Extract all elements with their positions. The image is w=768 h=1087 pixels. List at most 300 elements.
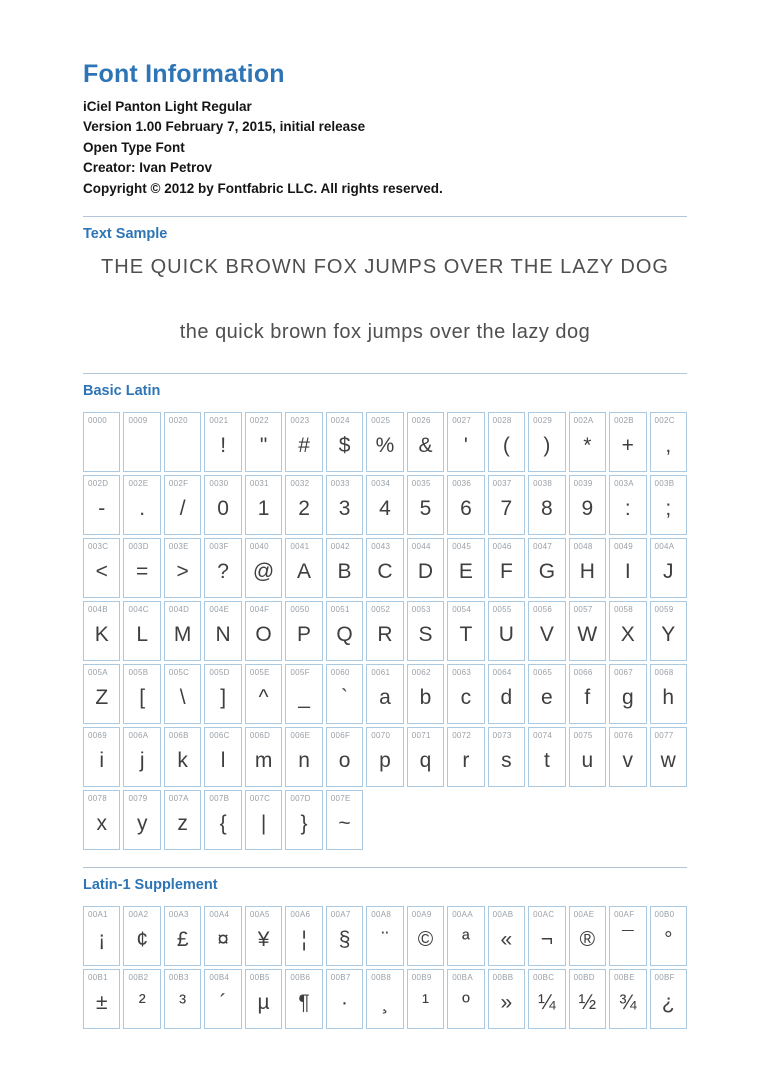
char-glyph: ª [462,928,470,952]
char-cell [650,969,687,1029]
char-code-label: 0074 [533,731,553,741]
char-glyph: e [541,686,553,710]
char-code-label: 00AB [492,910,514,920]
char-code-label: 004C [128,605,149,615]
char-code-label: 00B2 [128,973,149,983]
char-glyph: K [94,623,109,647]
char-code-label: 0067 [614,668,634,678]
char-cell [488,969,525,1029]
char-code-label: 0046 [492,542,512,552]
char-code-label: 004B [88,605,108,615]
char-code-label: 002F [168,479,189,489]
char-cell [83,601,120,661]
char-code-label: 00A4 [209,910,230,920]
latin1-supplement-grid [83,906,687,1029]
char-glyph: y [136,812,148,836]
char-glyph: ' [463,434,468,458]
char-glyph: ( [502,434,510,458]
char-glyph: T [459,623,473,647]
char-cell [407,475,444,535]
char-cell [204,412,241,472]
char-glyph: M [173,623,192,647]
char-glyph: ¹ [421,991,429,1015]
char-glyph: r [462,749,470,773]
char-cell [650,727,687,787]
char-code-label: 00B5 [249,973,270,983]
char-cell [407,906,444,966]
char-cell [488,475,525,535]
char-cell [164,601,201,661]
char-code-label: 0048 [573,542,593,552]
char-cell [650,475,687,535]
char-code-label: 0041 [290,542,310,552]
char-code-label: 0075 [573,731,593,741]
char-cell [285,412,322,472]
char-code-label: 0059 [654,605,674,615]
char-code-label: 0033 [330,479,350,489]
char-glyph: v [622,749,634,773]
char-glyph: « [500,928,513,952]
char-code-label: 00BB [492,973,514,983]
char-cell [569,969,606,1029]
char-code-label: 005B [128,668,149,678]
char-code-label: 003F [209,542,229,552]
char-cell [285,601,322,661]
char-glyph: ® [579,928,596,952]
char-code-label: 0054 [452,605,472,615]
char-cell [609,906,646,966]
char-cell [164,664,201,724]
char-glyph: } [300,812,308,836]
char-cell [407,969,444,1029]
char-cell [123,727,160,787]
char-glyph: Q [336,623,353,647]
char-cell [83,538,120,598]
char-cell [83,790,120,850]
char-glyph: w [660,749,676,773]
char-cell [447,538,484,598]
char-glyph: i [99,749,105,773]
char-code-label: 0052 [371,605,391,615]
char-glyph: - [98,497,106,521]
char-glyph: z [177,812,188,836]
char-glyph: ¸ [381,991,389,1015]
char-cell [285,790,322,850]
char-glyph: ` [341,686,349,710]
char-glyph: L [136,623,149,647]
char-cell [83,969,120,1029]
char-code-label: 0038 [533,479,553,489]
char-cell [83,906,120,966]
char-code-label: 00BD [573,973,595,983]
char-glyph: d [500,686,513,710]
char-cell [326,538,363,598]
char-cell [528,538,565,598]
char-cell [245,475,282,535]
char-glyph: 0 [217,497,229,521]
creator-line: Creator: Ivan Petrov [83,160,213,176]
char-code-label: 00B9 [411,973,432,983]
char-cell [245,727,282,787]
char-code-label: 0043 [371,542,391,552]
char-cell [366,664,403,724]
char-glyph: o [338,749,351,773]
char-glyph: ¤ [217,928,229,952]
char-glyph [165,425,200,471]
char-cell [164,906,201,966]
char-glyph: 2 [298,497,310,521]
char-code-label: 0057 [573,605,593,615]
char-code-label: 0044 [411,542,431,552]
char-glyph: G [538,560,556,584]
char-code-label: 0049 [614,542,634,552]
char-code-label: 0051 [330,605,350,615]
char-cell [650,664,687,724]
sample-lowercase: the quick brown fox jumps over the lazy dog [179,321,591,344]
section-divider [83,867,687,868]
char-glyph [84,425,119,471]
char-glyph: ^ [258,686,269,710]
char-code-label: 0040 [249,542,269,552]
char-code-label: 0073 [492,731,512,741]
char-code-label: 00BE [614,973,635,983]
char-code-label: 0062 [411,668,431,678]
char-glyph [124,425,159,471]
char-cell [488,412,525,472]
char-code-label: 00BF [654,973,675,983]
char-glyph: ² [138,991,146,1015]
char-code-label: 0060 [330,668,350,678]
char-glyph: . [139,497,146,521]
char-glyph: > [176,560,189,584]
char-code-label: 00BA [452,973,473,983]
char-glyph: ¯ [621,928,634,952]
char-code-label: 00B1 [88,973,108,983]
char-glyph: ³ [179,991,187,1015]
font-type-line: Open Type Font [83,139,185,155]
char-glyph: 4 [379,497,391,521]
char-glyph: W [577,623,598,647]
char-glyph: R [377,623,393,647]
char-glyph: E [458,560,473,584]
page-title: Font Information [83,60,285,88]
char-cell [285,475,322,535]
char-cell [528,906,565,966]
char-code-label: 0031 [249,479,269,489]
char-glyph: ¦ [301,928,307,952]
char-code-label: 004A [654,542,675,552]
char-cell [123,412,160,472]
char-glyph: f [584,686,591,710]
char-glyph: n [298,749,310,773]
char-cell [609,664,646,724]
char-glyph: ¼ [538,991,556,1015]
char-glyph: + [621,434,634,458]
char-code-label: 00B6 [290,973,311,983]
char-code-label: 0065 [533,668,553,678]
char-cell [245,790,282,850]
char-cell [609,538,646,598]
char-cell [326,601,363,661]
char-code-label: 005A [88,668,108,678]
char-cell [528,601,565,661]
char-code-label: 0064 [492,668,512,678]
char-code-label: 0024 [330,416,350,426]
char-code-label: 0068 [654,668,674,678]
char-cell [123,601,160,661]
char-glyph: º [462,991,470,1015]
char-code-label: 0037 [492,479,512,489]
char-glyph: © [417,928,434,952]
char-code-label: 0030 [209,479,229,489]
char-code-label: 0069 [88,731,107,741]
char-glyph: l [220,749,226,773]
char-glyph: h [662,686,675,710]
char-code-label: 0079 [128,794,148,804]
char-cell [609,475,646,535]
char-cell [650,538,687,598]
char-cell [83,664,120,724]
char-cell [569,412,606,472]
char-glyph: q [419,749,432,773]
char-cell [164,790,201,850]
char-cell [164,727,201,787]
char-glyph: ¶ [298,991,310,1015]
char-code-label: 006C [209,731,230,741]
char-code-label: 0056 [533,605,553,615]
char-cell [407,601,444,661]
char-cell [204,601,241,661]
char-cell [83,475,120,535]
char-glyph: 9 [581,497,594,521]
char-cell [204,538,241,598]
section-divider [83,216,687,217]
char-glyph: B [337,560,352,584]
char-code-label: 0045 [452,542,472,552]
char-glyph: _ [298,686,310,710]
char-cell [326,412,363,472]
char-cell [366,538,403,598]
char-glyph: 5 [419,497,432,521]
char-cell [245,601,282,661]
char-cell [245,538,282,598]
char-glyph: / [179,497,186,521]
char-glyph: { [219,812,227,836]
char-code-label: 00BC [533,973,555,983]
char-glyph: § [338,928,351,952]
char-code-label: 00AA [452,910,473,920]
char-glyph: | [260,812,267,836]
char-cell [447,969,484,1029]
char-cell [245,969,282,1029]
char-cell [204,969,241,1029]
char-glyph: F [499,560,513,584]
char-code-label: 005E [249,668,270,678]
char-cell [650,412,687,472]
char-glyph: I [624,560,631,584]
char-cell [609,969,646,1029]
char-code-label: 003A [614,479,634,489]
char-code-label: 0078 [88,794,107,804]
char-code-label: 0034 [371,479,391,489]
char-glyph: g [621,686,634,710]
char-glyph: S [418,623,433,647]
char-code-label: 006B [168,731,189,741]
char-cell [164,412,201,472]
char-cell [366,969,403,1029]
char-glyph: µ [257,991,270,1015]
char-glyph: Z [95,686,109,710]
char-code-label: 0058 [614,605,634,615]
char-code-label: 0027 [452,416,472,426]
char-cell [326,790,363,850]
char-cell [528,969,565,1029]
char-code-label: 002C [654,416,675,426]
char-cell [83,412,120,472]
char-glyph: 6 [460,497,472,521]
char-code-label: 004D [168,605,190,615]
char-cell [447,727,484,787]
char-code-label: 005D [209,668,230,678]
char-glyph: ¾ [619,991,637,1015]
char-cell [245,664,282,724]
char-cell [447,601,484,661]
char-code-label: 0072 [452,731,472,741]
char-code-label: 004F [249,605,270,615]
char-cell [204,906,241,966]
char-code-label: 0035 [411,479,431,489]
char-code-label: 007A [168,794,189,804]
char-code-label: 00AF [614,910,635,920]
version-line: Version 1.00 February 7, 2015, initial release [83,119,366,135]
char-glyph: 1 [257,497,270,521]
char-code-label: 003B [654,479,675,489]
font-meta-block [83,97,687,199]
char-cell [204,790,241,850]
char-code-label: 003D [128,542,149,552]
char-cell [326,664,363,724]
char-glyph: ¡ [98,928,106,952]
char-cell [609,601,646,661]
char-code-label: 0053 [411,605,431,615]
char-code-label: 007D [290,794,311,804]
char-code-label: 0077 [654,731,674,741]
section-divider [83,373,687,374]
char-cell [366,727,403,787]
char-cell [285,969,322,1029]
char-code-label: 002A [573,416,594,426]
char-glyph: u [581,749,594,773]
char-cell [123,969,160,1029]
char-glyph: N [215,623,231,647]
char-glyph: D [417,560,434,584]
section-heading-latin1-supplement: Latin-1 Supplement [83,877,218,894]
char-cell [285,664,322,724]
char-glyph: ± [95,991,108,1015]
char-glyph: ½ [578,991,597,1015]
char-glyph: , [665,434,672,458]
char-glyph: m [254,749,273,773]
char-cell [326,969,363,1029]
char-code-label: 006D [249,731,271,741]
section-heading-text-sample: Text Sample [83,226,168,243]
char-cell [123,790,160,850]
char-cell [245,412,282,472]
char-glyph: @ [252,560,275,584]
char-cell [447,664,484,724]
char-code-label: 00A9 [411,910,432,920]
char-code-label: 006F [330,731,351,741]
char-cell [407,664,444,724]
char-code-label: 0028 [492,416,512,426]
char-code-label: 0020 [168,416,188,426]
char-cell [204,664,241,724]
char-cell [528,475,565,535]
char-glyph: ¨ [381,928,389,952]
char-code-label: 00A6 [290,910,311,920]
char-cell [488,538,525,598]
char-cell [569,538,606,598]
char-glyph: ° [664,928,673,952]
char-glyph: ? [217,560,229,584]
char-cell [569,906,606,966]
char-glyph: U [498,623,514,647]
char-glyph: £ [176,928,189,952]
char-code-label: 007C [249,794,271,804]
char-glyph: V [539,623,554,647]
char-glyph: & [418,434,433,458]
char-glyph: s [501,749,512,773]
char-cell [123,664,160,724]
char-glyph: ¿ [661,991,675,1015]
char-code-label: 0036 [452,479,472,489]
char-glyph: * [583,434,592,458]
char-code-label: 007E [330,794,351,804]
char-glyph: H [579,560,595,584]
char-glyph: t [543,749,550,773]
char-cell [488,664,525,724]
char-cell [123,538,160,598]
char-code-label: 0042 [330,542,350,552]
char-glyph: C [377,560,393,584]
char-code-label: 006A [128,731,149,741]
char-glyph: ~ [338,812,351,836]
char-cell [609,412,646,472]
char-code-label: 00A8 [371,910,392,920]
font-name-line: iCiel Panton Light Regular [83,99,252,114]
char-code-label: 0055 [492,605,512,615]
char-glyph: O [255,623,272,647]
char-code-label: 0050 [290,605,310,615]
char-code-label: 00B4 [209,973,230,983]
char-glyph: # [298,434,310,458]
char-code-label: 0009 [128,416,148,426]
char-cell [569,601,606,661]
char-glyph: a [379,686,391,710]
char-glyph: » [500,991,513,1015]
char-cell [366,475,403,535]
char-glyph: Y [661,623,676,647]
char-cell [164,538,201,598]
char-code-label: 0026 [411,416,431,426]
char-glyph: J [663,560,674,584]
char-code-label: 00B0 [654,910,675,920]
char-cell [488,906,525,966]
char-code-label: 003C [88,542,109,552]
char-glyph: < [95,560,108,584]
char-glyph: ! [220,434,227,458]
char-code-label: 002E [128,479,149,489]
